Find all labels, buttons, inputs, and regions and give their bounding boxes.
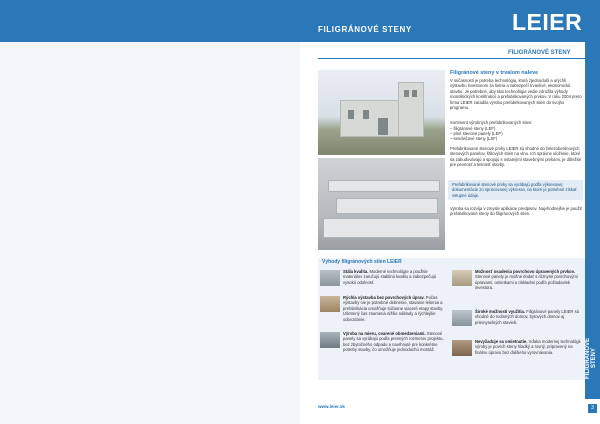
callout-text: Prefabrikované stenové prvky sa vyrábajú podľa výkresovej dokumentácie zo spracovanej výkresov, na ktoré je potrebné získať vstupné údaje. bbox=[452, 182, 577, 198]
intro-paragraph: V súčasnosti je potreba technológia, ktorá zjednoduší a urýchlí výstavbu investorom za šetria a zabezpečí trvanlivé, ekonomickú stavbu. Je potrebné, aby táto technológia vedie združila výhody monolitických konštrukcií a prefabrikovaných prvkov. V roku 2004 preto firma LEIER zaradila výrobu prefabrikovaných stien do svojho programu. bbox=[450, 78, 582, 111]
website-link[interactable]: www.leier.sk bbox=[318, 404, 345, 409]
benefit-item bbox=[475, 339, 583, 355]
benefit-item bbox=[475, 309, 583, 325]
panel-slab bbox=[328, 180, 440, 192]
side-label: FILIGRÁNOVÉ STENY bbox=[585, 337, 597, 379]
benefit-thumbnail bbox=[320, 270, 340, 286]
benefit-heading: Široké možnosti využitia. bbox=[475, 309, 526, 314]
panel-slab bbox=[323, 218, 440, 238]
benefit-item bbox=[343, 331, 448, 353]
benefit-thumbnail bbox=[320, 296, 340, 312]
benefit-heading: Stála kvalita. bbox=[343, 269, 369, 274]
benefits-title: Výhody filigránových stien LEIER bbox=[322, 259, 402, 265]
benefit-item bbox=[343, 295, 448, 322]
benefit-item bbox=[475, 269, 583, 291]
benefit-text: Filigránové panely LEIER sú vhodné do rodinných domov, bytových domov aj priemyselných stavieb. bbox=[475, 309, 580, 325]
intro-list-item: – filigránové steny (LEF) bbox=[450, 126, 496, 131]
benefit-text: Moderné technológie a použitie materiálov zaručujú stabilnú kvalitu a zabezpečujú vysokú odolnosť. bbox=[343, 269, 437, 285]
window bbox=[363, 110, 369, 119]
title-rule bbox=[318, 58, 585, 59]
benefit-thumbnail bbox=[452, 310, 472, 326]
benefit-thumbnail bbox=[320, 332, 340, 348]
intro-heading: Filigránové steny v trvalom naleve bbox=[450, 70, 539, 76]
benefit-text: Počas výstavby nie je potrebné debnenie, stavanie lešenia a prefabrikácia umožňuje súčasne viaceré etapy stavby. Ušetrený čas znamená nižšie náklady a rýchlejšie odovzdanie. bbox=[343, 295, 444, 322]
intro-list-item: – sendvičové steny (LSF) bbox=[450, 136, 498, 141]
benefit-text: Vďaka modernej technológii výroby je povrch steny hladký a rovný, pripravený na finálnu úpravu bez ďalšieho vyrovnávania. bbox=[475, 339, 581, 355]
leier-logo: LEIER bbox=[512, 9, 583, 35]
benefit-thumbnail bbox=[452, 270, 472, 286]
benefit-heading: Možnosť osadenia povrchovo úpravených prvkov. bbox=[475, 269, 575, 274]
building-gable bbox=[398, 82, 424, 137]
benefit-item bbox=[343, 269, 448, 285]
header-bar bbox=[0, 0, 600, 42]
window bbox=[348, 110, 354, 119]
precast-panel-photo bbox=[318, 158, 445, 250]
intro-list-item: – plné stenové panely (LEP) bbox=[450, 131, 503, 136]
intro-sortiment: Sortiment výrobných prefabrikovaných stien: bbox=[450, 120, 533, 125]
page-number: 3 bbox=[588, 404, 597, 413]
benefit-heading: Nevyžaduje sa omietnutie. bbox=[475, 339, 528, 344]
panel-slab bbox=[336, 198, 438, 214]
series-title: FILIGRÁNOVÉ STENY bbox=[318, 25, 412, 34]
benefit-heading: Výroba na mieru, ovarené obmedzeniami. bbox=[343, 331, 426, 336]
page-title: FILIGRÁNOVÉ STENY bbox=[508, 50, 571, 56]
benefit-heading: Rýchla výstavba bez povrchových úprav. bbox=[343, 295, 425, 300]
benefit-text: Stenové panely sa vyrábajú podľa presných rozmerov projektu, bez zbytočného odpadu a navrhnuté pre konkrétne potreby stavby, čo umožňuje jednoduchú montáž. bbox=[343, 331, 444, 353]
building-photo bbox=[318, 70, 445, 155]
window bbox=[404, 90, 409, 97]
door-opening bbox=[378, 118, 388, 135]
benefit-text: Stenové panely je možné dodať s rôznymi povrchovými úpravami, omietkami a obkladmi podľa požiadaviek investora. bbox=[475, 274, 578, 291]
intro-paragraph-2: Prefabrikované stenové prvky LEIER sú vhodné do železobetónových stenových panelov, štítových stien na vlnu. Ich správne uloženie, ktoré sa zabudovávajú a spojujú s ostatnými stavebnými prvkami, je dôležité pre pevnosť a tesnosť stavby. bbox=[450, 146, 582, 168]
benefit-thumbnail bbox=[452, 340, 472, 356]
window bbox=[412, 90, 417, 97]
intro-paragraph-3: Výroba sa rozvíja v zmysle aplikácie predpisov. Najvhodnejšie je použiť prefabrikované steny do filigránových stien. bbox=[450, 206, 583, 217]
